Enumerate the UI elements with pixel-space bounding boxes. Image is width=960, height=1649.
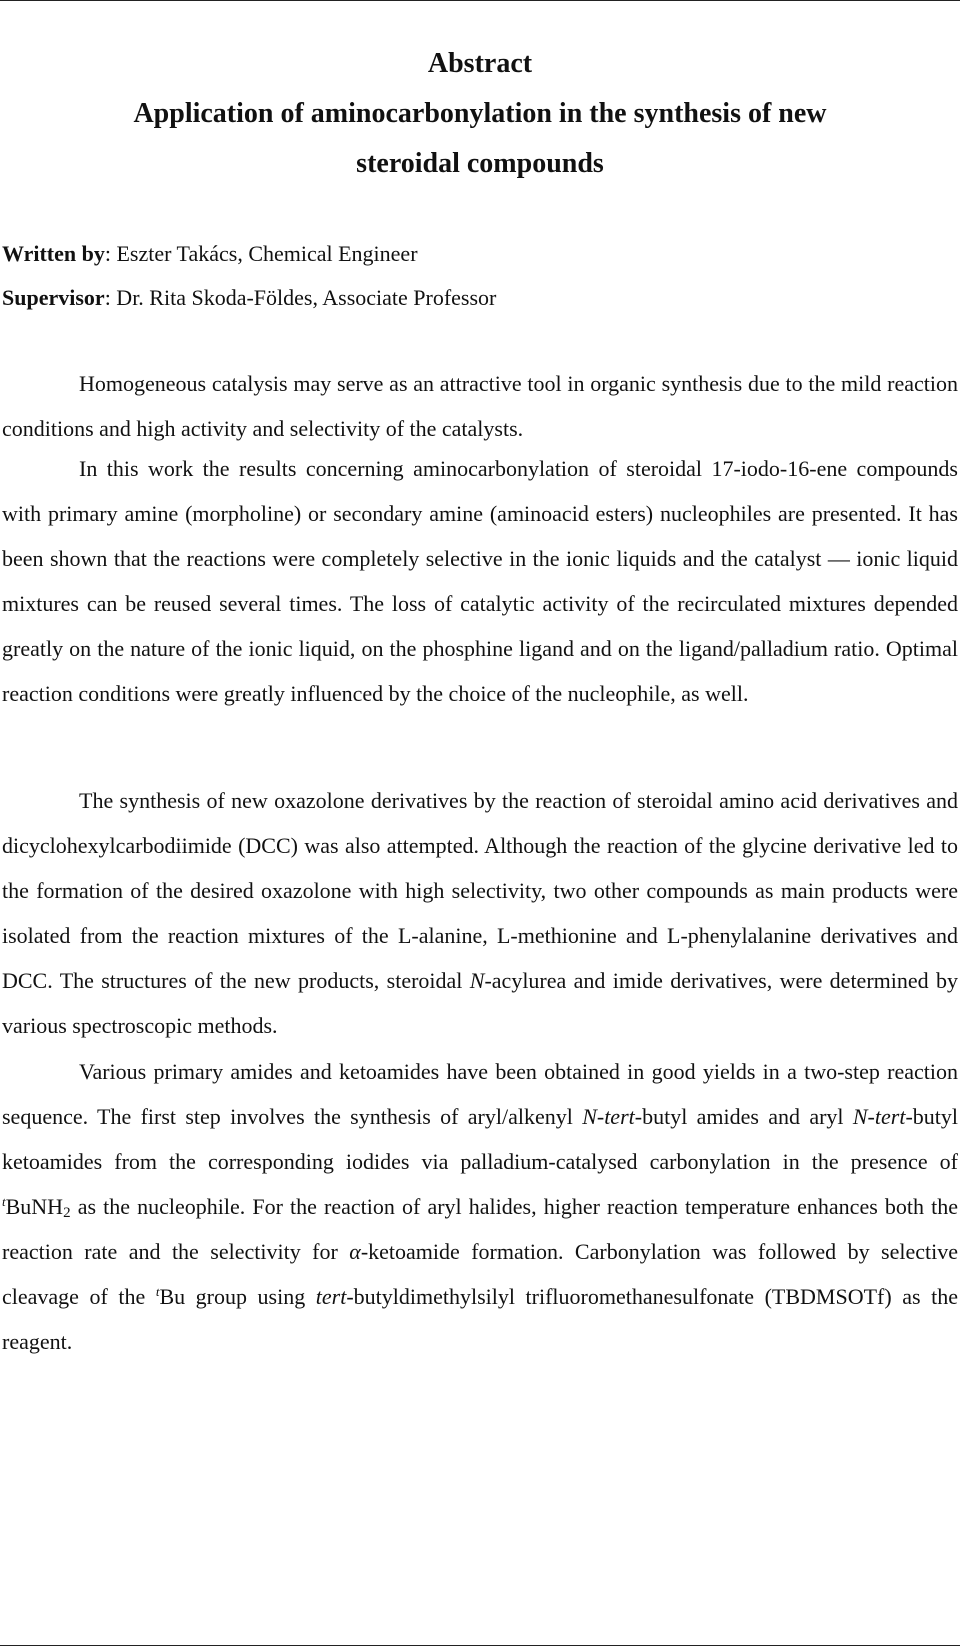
- title-line-2: steroidal compounds: [356, 148, 604, 179]
- paragraph-3-text-a: The synthesis of new oxazolone derivatives by the reaction of steroidal amino acid derivatives and dicyclohexylcarbodiimide (DCC) was also attempted. Although the reaction of the glycine derivative led to the formation of the desired oxazolone with high selectivity, two other compounds as main products were isolated from the reaction mixtures of the L-alanine, L-methionine and L-phenylalanine derivatives and DCC. The structures of the new products, steroidal: [2, 788, 958, 993]
- paragraph-4-subscript-2: 2: [63, 1205, 71, 1221]
- supervisor-line: [2, 285, 496, 311]
- paragraph-4-text-f: Bu group using: [159, 1284, 316, 1309]
- paragraph-4-superscript-t-2: t: [155, 1284, 160, 1299]
- written-by-value: : Eszter Takács, Chemical Engineer: [104, 241, 418, 266]
- paragraph-3-text-b: -acylurea and imide derivatives, were determined by various spectroscopic methods.: [2, 968, 958, 1038]
- paragraph-4-text-a: Various primary amides and ketoamides have been obtained in good yields in a two-step reaction sequence. The first step involves the synthesis of aryl/alkenyl: [2, 1059, 958, 1129]
- paragraph-4-italic-ntert-1: N-tert: [582, 1104, 635, 1129]
- paragraph-4-text-g: -butyldimethylsilyl trifluoromethanesulfonate (TBDMSOTf) as the reagent.: [2, 1284, 958, 1354]
- paragraph-4-bunh: BuNH: [5, 1194, 64, 1219]
- paragraph-4-text-b: -butyl amides and aryl: [634, 1104, 853, 1129]
- paragraph-4-superscript-t-1: t: [2, 1194, 6, 1209]
- supervisor-label: Supervisor: [2, 285, 105, 310]
- written-by-line: [2, 241, 418, 267]
- paragraph-4-italic-ntert-2: N-tert: [852, 1104, 906, 1129]
- supervisor-value: : Dr. Rita Skoda-Földes, Associate Professor: [104, 285, 497, 310]
- written-by-label: Written by: [2, 241, 105, 266]
- abstract-heading: Abstract: [427, 48, 533, 79]
- paragraph-2: In this work the results concerning aminocarbonylation of steroidal 17-iodo-16-ene compounds with primary amine (morpholine) or secondary amine (aminoacid esters) nucleophiles are presented. It has been shown that the reactions were completely selective in the ionic liquids and the catalyst — ionic liquid mixtures can be reused several times. The loss of catalytic activity of the recirculated mixtures depended greatly on the nature of the ionic liquid, on the phosphine ligand and on the ligand/palladium ratio. Optimal reaction conditions were greatly influenced by the choice of the nucleophile, as well.: [2, 456, 958, 706]
- paragraph-3: [2, 778, 958, 1048]
- paragraph-4-text-c: -butyl ketoamides from the corresponding iodides via palladium-catalysed carbonylation in the presence of: [2, 1104, 958, 1174]
- paragraph-4-italic-tert: tert: [315, 1284, 347, 1309]
- paragraph-4-text-d: as the nucleophile. For the reaction of aryl halides, higher reaction temperature enhances both the reaction rate and the selectivity for: [2, 1194, 958, 1264]
- paragraph-4-alpha: α: [349, 1239, 361, 1264]
- paragraph-1: Homogeneous catalysis may serve as an attractive tool in organic synthesis due to the mild reaction conditions and high activity and selectivity of the catalysts.: [2, 371, 958, 441]
- paragraph-4-text-e: -ketoamide formation. Carbonylation was followed by selective cleavage of the: [2, 1239, 958, 1309]
- top-rule: [0, 0, 960, 1]
- title-line-1: Application of aminocarbonylation in the synthesis of new: [133, 98, 827, 129]
- bottom-rule: [0, 1645, 960, 1646]
- paragraph-4: [2, 1049, 958, 1364]
- paragraph-3-italic-n: N: [469, 968, 485, 993]
